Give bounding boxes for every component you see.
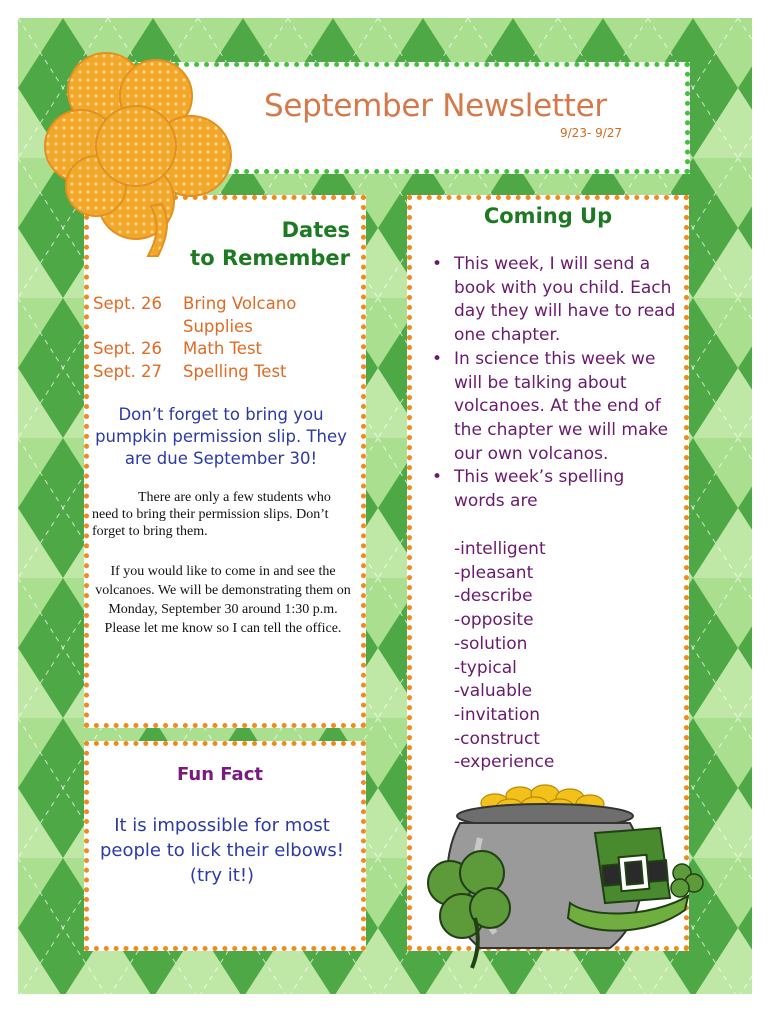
date-row xyxy=(93,361,323,384)
spelling-word: -typical xyxy=(454,657,517,678)
date-label: Sept. 26 xyxy=(93,294,163,313)
dates-heading xyxy=(160,216,350,272)
bullet-icon: • xyxy=(432,254,443,274)
fun-fact-heading: Fun Fact xyxy=(177,764,263,785)
dates-heading-line2: to Remember xyxy=(190,246,350,270)
date-label: Sept. 27 xyxy=(93,361,163,381)
coming-up-heading: Coming Up xyxy=(483,204,613,228)
permission-paragraph xyxy=(92,489,354,540)
spelling-word: -pleasant xyxy=(454,562,534,583)
coming-up-list xyxy=(430,253,680,514)
list-item-text: This week, I will send a book with you child. Each day they will have to read one chapter. xyxy=(454,254,676,346)
permission-slip-reminder: Don’t forget to bring you pumpkin permission slip. They are due September 30! xyxy=(95,405,347,468)
date-range: 9/23- 9/27 xyxy=(560,126,623,140)
list-item-text: In science this week we will be talking about volcanoes. At the end of the chapter we will make our own volcanos. xyxy=(454,348,669,464)
pot-of-gold-icon xyxy=(420,778,710,978)
permission-paragraph-text: There are only a few students who need to bring their permission slips. Don’t forget to bring them. xyxy=(92,490,331,539)
spelling-word-list xyxy=(454,538,554,775)
dates-heading-line1: Dates xyxy=(281,218,350,242)
list-item-text: This week’s spelling words are xyxy=(454,467,625,512)
date-row xyxy=(93,338,323,361)
spelling-word: -intelligent xyxy=(454,539,546,559)
spelling-word: -opposite xyxy=(454,610,534,631)
spelling-word: -valuable xyxy=(454,681,533,702)
list-item xyxy=(430,348,680,467)
date-event: Bring Volcano Supplies xyxy=(183,294,297,336)
bullet-icon: • xyxy=(432,348,443,369)
spelling-word: -solution xyxy=(454,633,528,654)
volcano-paragraph: If you would like to come in and see the volcanoes. We will be demonstrating them on Monday, September 30 around 1:30 p.m. Please let me know so I can tell the office. xyxy=(95,564,351,636)
date-event: Spelling Test xyxy=(183,361,287,381)
spelling-word: -construct xyxy=(454,728,540,749)
date-row xyxy=(93,293,323,338)
fun-fact-text: It is impossible for most people to lick their elbows! (try it!) xyxy=(99,815,345,886)
spelling-word: -invitation xyxy=(454,704,541,725)
spelling-word: -describe xyxy=(454,586,533,607)
page-title: September Newsletter xyxy=(264,88,607,124)
date-label: Sept. 26 xyxy=(93,339,163,358)
date-event: Math Test xyxy=(183,339,263,358)
dates-list xyxy=(93,293,323,383)
list-item xyxy=(430,466,680,513)
list-item xyxy=(430,253,680,348)
spelling-word: -experience xyxy=(454,752,555,773)
bullet-icon: • xyxy=(432,467,443,488)
